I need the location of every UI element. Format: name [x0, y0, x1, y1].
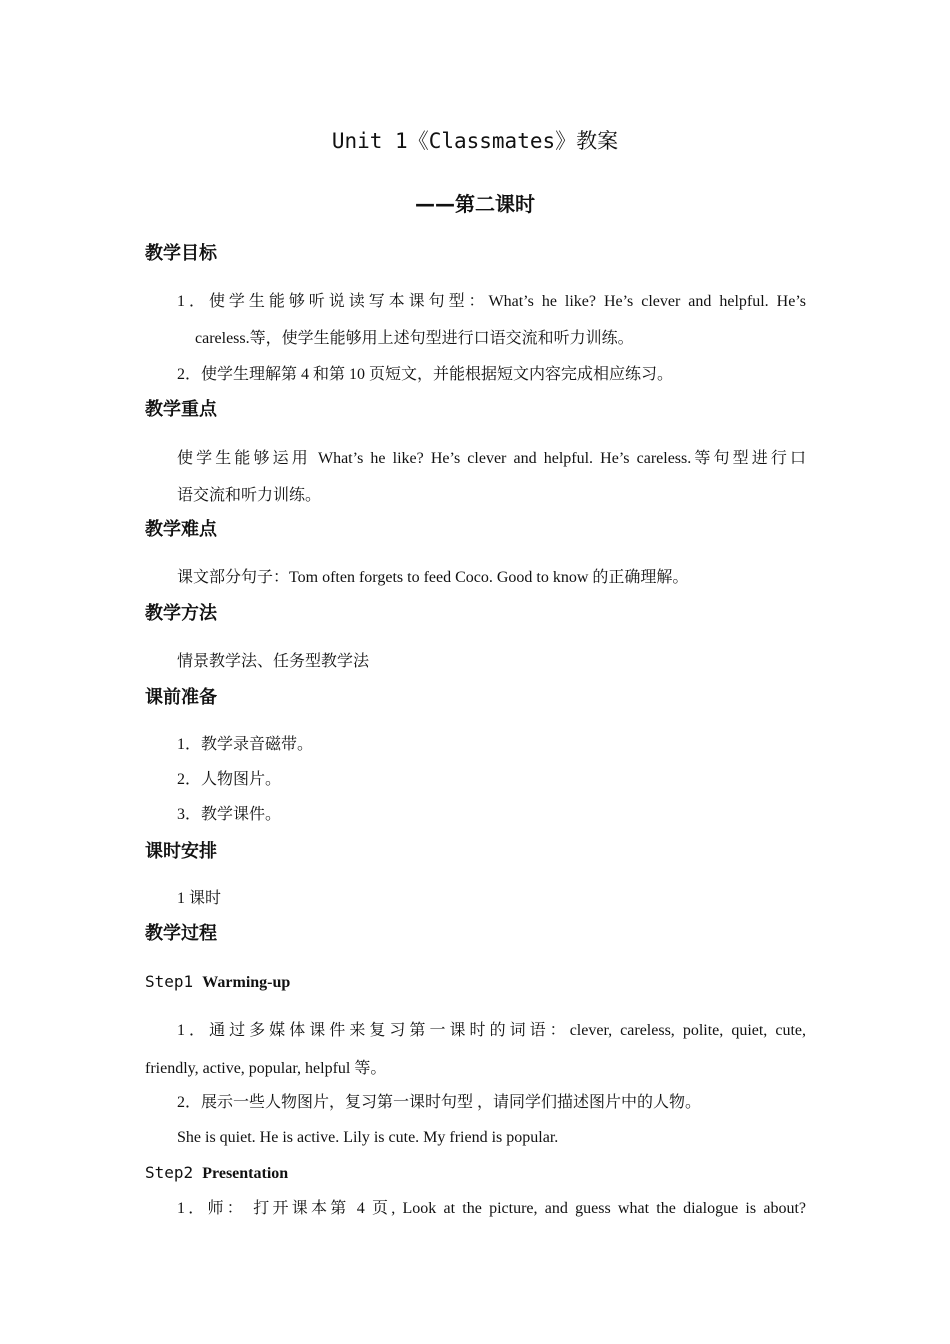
section-heading-objectives: 教学目标: [145, 243, 217, 264]
preparation-item-1: 1．教学录音磁带。: [177, 736, 314, 753]
objective-item-1-line-2: careless.等，使学生能够用上述句型进行口语交流和听力训练。: [195, 330, 634, 347]
step1-label: Step1: [145, 972, 194, 991]
difficulties-line-1: 课文部分句子：Tom often forgets to feed Coco. Good to know 的正确理解。: [177, 569, 689, 586]
key-points-line-2: 语交流和听力训练。: [177, 487, 322, 504]
step1-example: She is quiet. He is active. Lily is cute. My friend is popular.: [177, 1129, 559, 1146]
step2-label: Step2: [145, 1163, 194, 1182]
section-heading-preparation: 课前准备: [145, 687, 217, 708]
methods-line-1: 情景教学法、任务型教学法: [177, 653, 370, 670]
step1-item-2: 2．展示一些人物图片，复习第一课时句型 ，请同学们描述图片中的人物。: [177, 1094, 702, 1111]
preparation-item-3: 3．教学课件。: [177, 806, 282, 823]
step2-title: Presentation: [202, 1165, 289, 1182]
step1-heading: [145, 972, 290, 993]
step1-title: Warming-up: [202, 974, 291, 991]
objective-item-2: 2．使学生理解第 4 和第 10 页短文，并能根据短文内容完成相应练习。: [177, 366, 674, 383]
document-title: Unit 1《Classmates》教案: [331, 129, 619, 153]
step2-item-1: 1．师： 打开课本第 4 页, Look at the picture, and guess what the dialogue is about?: [177, 1200, 806, 1217]
step1-item-1-line-1: 1．通过多媒体课件来复习第一课时的词语：clever, careless, polite, quiet, cute,: [177, 1022, 806, 1039]
section-heading-process: 教学过程: [145, 923, 217, 944]
objective-item-1-line-1: 1．使学生能够听说读写本课句型：What’s he like? He’s clever and helpful. He’s: [177, 293, 806, 310]
section-heading-schedule: 课时安排: [145, 841, 217, 862]
document-subtitle: ——第二课时: [415, 192, 535, 216]
preparation-item-2: 2．人物图片。: [177, 771, 282, 788]
section-heading-difficulties: 教学难点: [145, 519, 217, 540]
schedule-line-1: 1 课时: [177, 890, 222, 907]
section-heading-key-points: 教学重点: [145, 399, 217, 420]
key-points-line-1: 使学生能够运用 What’s he like? He’s clever and helpful. He’s careless.等句型进行口: [177, 450, 806, 467]
section-heading-methods: 教学方法: [145, 603, 217, 624]
step1-item-1-line-2: friendly, active, popular, helpful 等。: [145, 1060, 387, 1077]
step2-heading: [145, 1163, 288, 1184]
